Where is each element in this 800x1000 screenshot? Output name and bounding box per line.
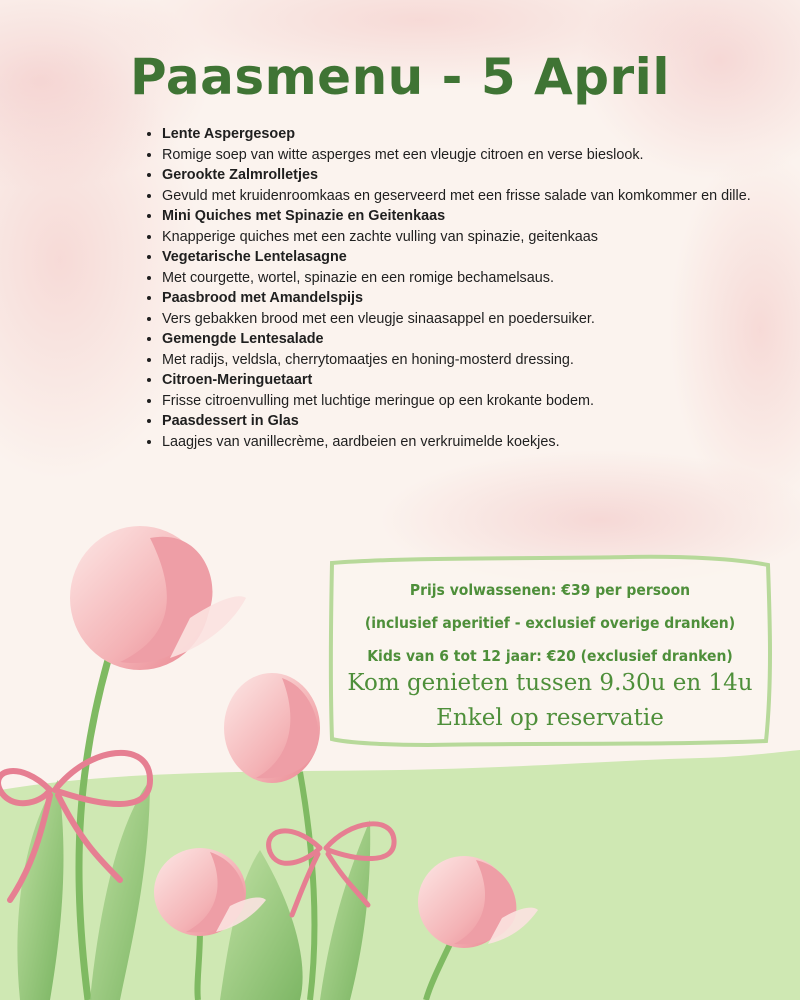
opening-hours: Kom genieten tussen 9.30u en 14u: [347, 670, 753, 696]
menu-dish: • Gerookte Zalmrolletjes: [162, 165, 782, 186]
menu-description: • Vers gebakken brood met een vleugje sinaasappel en poedersuiker.: [162, 309, 782, 330]
reservation-note: Enkel op reservatie: [436, 705, 664, 731]
menu-description: • Laagjes van vanillecrème, aardbeien en verkruimelde koekjes.: [162, 432, 782, 453]
menu-description: • Gevuld met kruidenroomkaas en geserveerd met een frisse salade van komkommer en dille.: [162, 186, 782, 207]
menu-dish: • Mini Quiches met Spinazie en Geitenkaas: [162, 206, 782, 227]
tulip-large: [70, 526, 246, 670]
menu-description: • Knapperige quiches met een zachte vulling van spinazie, geitenkaas: [162, 227, 782, 248]
kids-price: Kids van 6 tot 12 jaar: €20 (exclusief dranken): [367, 647, 733, 665]
menu-dish: • Paasdessert in Glas: [162, 411, 782, 432]
adult-price: Prijs volwassenen: €39 per persoon: [409, 581, 691, 599]
menu-description: • Romige soep van witte asperges met een vleugje citroen en verse bieslook.: [162, 145, 782, 166]
menu-dish: • Lente Aspergesoep: [162, 124, 782, 145]
menu-dish: • Paasbrood met Amandelspijs: [162, 288, 782, 309]
menu-dish: • Vegetarische Lentelasagne: [162, 247, 782, 268]
menu-description: • Frisse citroenvulling met luchtige meringue op een krokante bodem.: [162, 391, 782, 412]
included-note: (inclusief aperitief - exclusief overige dranken): [364, 614, 736, 632]
menu-dish: • Gemengde Lentesalade: [162, 329, 782, 350]
menu-dish: • Citroen-Meringuetaart: [162, 370, 782, 391]
menu-description: • Met radijs, veldsla, cherrytomaatjes en honing-mosterd dressing.: [162, 350, 782, 371]
price-box: [328, 553, 772, 747]
page-title: Paasmenu - 5 April: [130, 48, 670, 106]
tulip-middle: [224, 673, 320, 783]
menu-list: [146, 124, 782, 452]
menu-description: • Met courgette, wortel, spinazie en een romige bechamelsaus.: [162, 268, 782, 289]
